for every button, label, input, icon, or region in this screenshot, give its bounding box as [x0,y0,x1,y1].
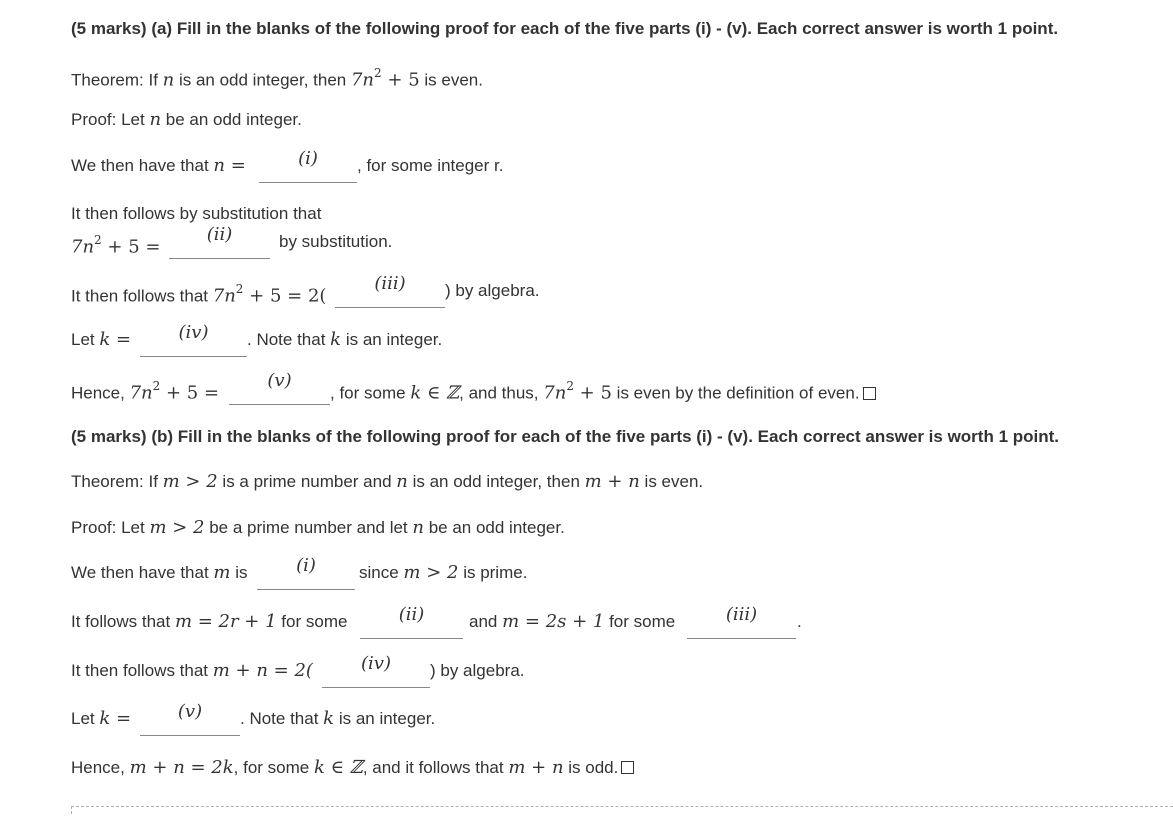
part-a-blank-ii[interactable]: (ii) [169,224,270,259]
part-b-blank-v[interactable]: (v) [140,701,240,736]
part-a-blank-v[interactable]: (v) [229,370,330,405]
part-b-heading: (5 marks) (b) Fill in the blanks of the following proof for each of the five parts (i) - (v). Each correct answer is worth 1 point. [71,427,1060,446]
part-b-theorem: Theorem: If m > 2 is a prime number and n is an odd integer, then m + n is even. [71,471,704,492]
part-b-step-2-end: . [797,612,802,631]
part-b-step-5: Hence, m + n = 2k, for some k ∈ ℤ, and it follows that m + n is odd. [71,757,634,779]
part-a-proof-intro: Proof: Let n be an odd integer. [71,109,302,130]
part-b-step-3: It then follows that m + n = 2( [71,660,313,681]
part-a-theorem: Theorem: If n is an odd integer, then $7n^2 + 5$ is even. [71,66,483,91]
section-divider [71,806,1173,807]
part-a-step-3-suffix: ) by algebra. [445,281,540,300]
part-b-step-4: Let k = [71,708,132,729]
part-a-step-4: Let k = [71,329,132,350]
part-b-step-1: We then have that m is [71,562,248,583]
part-b-blank-ii[interactable]: (ii) [360,604,463,639]
part-a-blank-i[interactable]: (i) [259,148,357,183]
qed-box-icon [621,761,634,774]
section-divider-corner [71,806,73,814]
part-a-blank-iv[interactable]: (iv) [140,322,247,357]
part-a-step-2-suffix: by substitution. [279,232,393,251]
part-a-step-5: Hence, $7n^2 + 5$ = [71,379,220,404]
part-a-step-1-suffix: , for some integer r. [357,156,504,175]
part-a-step-5-suffix: , for some k ∈ ℤ, and thus, $7n^2 + 5$ is even by the definition of even. [330,377,876,405]
part-a-step-2-lhs: $7n^2 + 5$ = [71,233,161,258]
part-b-blank-iii[interactable]: (iii) [687,604,796,639]
part-b-blank-i[interactable]: (i) [257,555,355,590]
part-b-step-1-suffix: since m > 2 is prime. [359,562,528,583]
part-b-blank-iv[interactable]: (iv) [322,653,430,688]
part-a-step-2-intro: It then follows by substitution that [71,204,322,223]
qed-box-icon [863,387,876,400]
part-b-step-2: It follows that m = 2r + 1 for some [71,611,348,632]
part-a-step-4-suffix: . Note that k is an integer. [247,329,443,350]
part-a-blank-iii[interactable]: (iii) [335,273,445,308]
part-a-heading: (5 marks) (a) Fill in the blanks of the following proof for each of the five parts (i) - (v). Each correct answer is worth 1 point. [71,19,1059,38]
part-b-step-2-middle: and m = 2s + 1 for some [469,611,676,632]
part-b-step-3-suffix: ) by algebra. [430,661,525,680]
part-b-step-4-suffix: . Note that k is an integer. [240,708,436,729]
part-a-step-1: We then have that n = [71,155,246,176]
part-a-step-3: It then follows that $7n^2 + 5 = 2$( [71,282,327,307]
part-b-proof-intro: Proof: Let m > 2 be a prime number and let n be an odd integer. [71,517,565,538]
